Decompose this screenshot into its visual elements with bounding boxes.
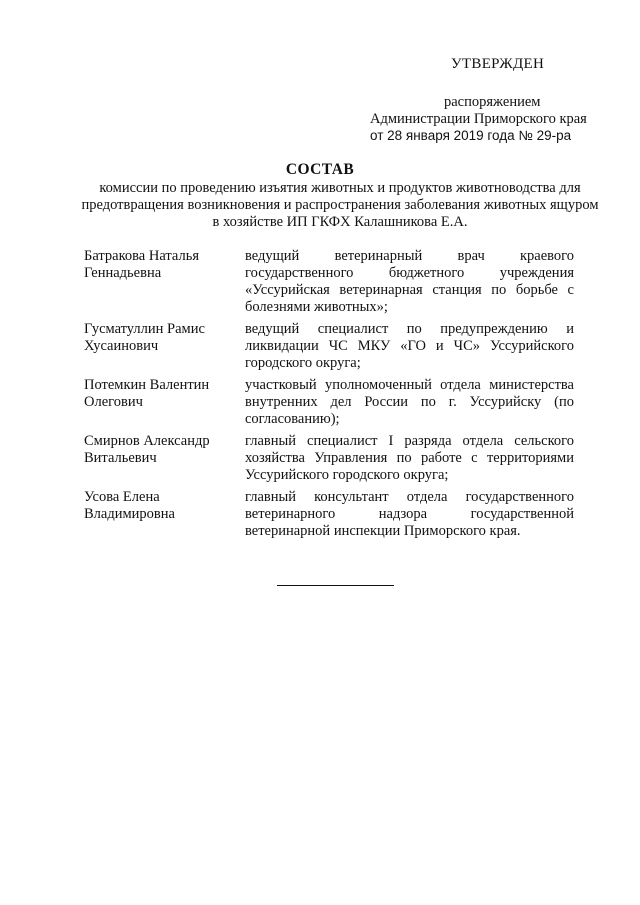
approval-line-authority: Администрации Приморского края xyxy=(370,111,587,127)
member-role: главный консультант отдела государственного ветеринарного надзора государственной ветеринарной инспекции Приморского края. xyxy=(245,489,574,539)
member-role: главный специалист I разряда отдела сельского хозяйства Управления по работе с территориями Уссурийского городского округа; xyxy=(245,433,574,483)
member-row xyxy=(84,433,574,484)
member-name: Потемкин Валентин Олегович xyxy=(84,377,210,410)
approval-line-date-number: от 28 января 2019 года № 29-ра xyxy=(370,128,572,143)
member-name: Смирнов Александр Витальевич xyxy=(84,433,210,466)
approval-title: УТВЕРЖДЕН xyxy=(451,56,545,72)
approval-line-order: распоряжением xyxy=(444,94,541,110)
member-role: ведущий ветеринарный врач краевого государственного бюджетного учреждения «Уссурийская ветеринарная станция по борьбе с болезнями животных»; xyxy=(245,248,574,315)
member-row xyxy=(84,377,574,428)
member-name: Батракова Наталья Геннадьевна xyxy=(84,248,199,281)
member-name: Гусматуллин Рамис Хусаинович xyxy=(84,321,205,354)
member-role: участковый уполномоченный отдела министерства внутренних дел России по г. Уссурийску (по согласованию); xyxy=(245,377,574,427)
member-name: Усова Елена Владимировна xyxy=(84,489,175,522)
end-divider xyxy=(277,585,394,586)
members-list xyxy=(84,248,574,545)
member-row xyxy=(84,489,574,540)
member-role: ведущий специалист по предупреждению и ликвидации ЧС МКУ «ГО и ЧС» Уссурийского городского округа; xyxy=(245,321,574,371)
document-subtitle: комиссии по проведению изъятия животных и продуктов животноводства для предотвращения возникновения и распространения заболевания животных ящуром в хозяйстве ИП ГКФХ Калашникова Е.А. xyxy=(81,180,599,230)
member-row xyxy=(84,321,574,372)
member-row xyxy=(84,248,574,316)
document-title: СОСТАВ xyxy=(285,161,355,178)
